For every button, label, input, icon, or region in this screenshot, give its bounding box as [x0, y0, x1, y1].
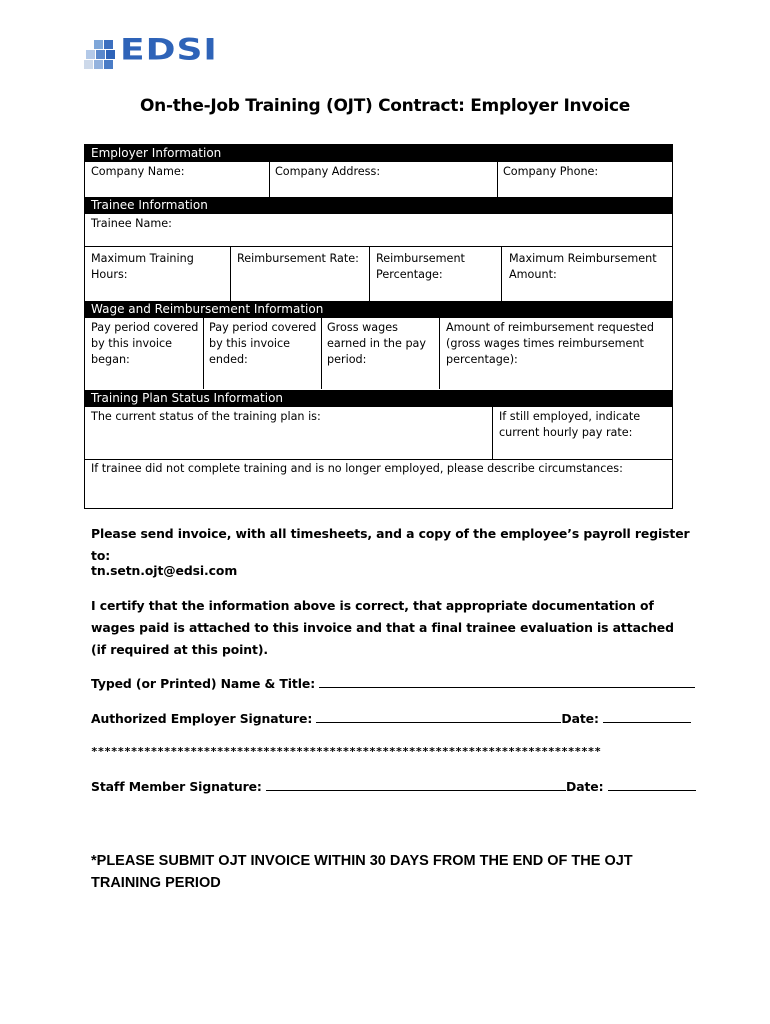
trainee-name-field[interactable]: Trainee Name:: [91, 217, 172, 230]
employer-date-line[interactable]: [603, 711, 691, 723]
staff-signature-line[interactable]: [266, 779, 566, 791]
company-name-field[interactable]: Company Name:: [91, 165, 185, 178]
circumstances-field[interactable]: If trainee did not complete training and is no longer employed, please describe circumstances:: [91, 462, 623, 475]
company-phone-field[interactable]: Company Phone:: [503, 165, 599, 178]
certification-statement: I certify that the information above is correct, that appropriate documentation of wages paid is attached to this invoice and that a final trainee evaluation is attached (if required at this point).: [91, 598, 674, 657]
wage-info-header: Wage and Reimbursement Information: [85, 301, 672, 318]
logo-wordmark: EDSI: [120, 33, 218, 67]
logo-mark-icon: [84, 40, 120, 70]
document-title: On-the-Job Training (OJT) Contract: Employer Invoice: [140, 96, 630, 116]
reimbursement-percentage-field[interactable]: Reimbursement Percentage:: [376, 252, 465, 281]
reimbursement-rate-field[interactable]: Reimbursement Rate:: [237, 252, 359, 265]
gross-wages-field[interactable]: Gross wages earned in the pay period:: [327, 321, 427, 366]
separator-stars: *****************************************************************************: [91, 745, 601, 758]
edsi-logo: [84, 33, 234, 72]
name-title-label: Typed (or Printed) Name & Title:: [91, 676, 316, 691]
staff-signature-row: [91, 776, 681, 798]
employer-signature-label: Authorized Employer Signature:: [91, 711, 313, 726]
name-title-line[interactable]: [319, 676, 695, 688]
hourly-pay-rate-field[interactable]: If still employed, indicate current hourly pay rate:: [499, 410, 641, 439]
submission-email[interactable]: tn.setn.ojt@edsi.com: [91, 563, 238, 578]
company-address-field[interactable]: Company Address:: [275, 165, 381, 178]
pay-period-ended-field[interactable]: Pay period covered by this invoice ended:: [209, 321, 317, 366]
staff-date-label: Date:: [566, 779, 604, 794]
max-training-hours-field[interactable]: Maximum Training Hours:: [91, 252, 194, 281]
training-plan-header: Training Plan Status Information: [85, 390, 672, 407]
staff-date-line[interactable]: [608, 779, 696, 791]
employer-signature-row: [91, 708, 681, 730]
training-status-field[interactable]: The current status of the training plan is:: [91, 410, 321, 423]
employer-signature-line[interactable]: [316, 711, 561, 723]
send-invoice-instruction: Please send invoice, with all timesheets, and a copy of the employee’s payroll register to:: [91, 526, 690, 563]
max-reimbursement-amount-field[interactable]: Maximum Reimbursement Amount:: [509, 252, 657, 281]
submission-deadline-note: *PLEASE SUBMIT OJT INVOICE WITHIN 30 DAYS FROM THE END OF THE OJT TRAINING PERIOD: [91, 853, 633, 891]
employer-date-label: Date:: [561, 711, 599, 726]
staff-signature-label: Staff Member Signature:: [91, 779, 262, 794]
name-title-row: [91, 673, 681, 695]
pay-period-began-field[interactable]: Pay period covered by this invoice began:: [91, 321, 199, 366]
invoice-form: [84, 144, 673, 509]
reimbursement-requested-field[interactable]: Amount of reimbursement requested (gross wages times reimbursement percentage):: [446, 321, 654, 366]
employer-info-header: Employer Information: [85, 145, 672, 162]
trainee-info-header: Trainee Information: [85, 197, 672, 214]
